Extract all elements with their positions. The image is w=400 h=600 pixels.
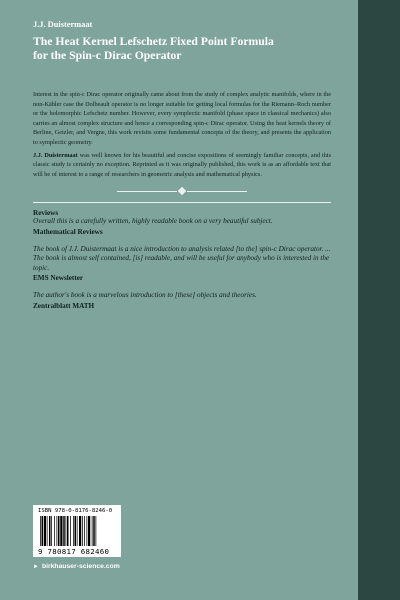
diamond-ornament-divider bbox=[117, 187, 247, 195]
review-source: EMS Newsletter bbox=[33, 274, 84, 283]
website-text: birkhauser-science.com bbox=[41, 563, 120, 570]
diamond-icon bbox=[178, 187, 186, 195]
ornament-line-right bbox=[187, 191, 247, 192]
title-line-1: The Heat Kernel Lefschetz Fixed Point Formula bbox=[33, 35, 274, 48]
author-paragraph-text: was well known for his beautiful and concise expositions of seemingly familiar concepts, and this classic study is certainly no exception. Reprinted as it was originally published, this work is as an affordable text that will be of interest to a range of researchers in geometric analysis and mathematical physics. bbox=[33, 151, 332, 178]
review-source: Zentralblatt MATH bbox=[33, 301, 95, 310]
barcode-number: 9 780817 682460 bbox=[38, 547, 110, 556]
barcode-icon bbox=[38, 516, 116, 546]
book-title bbox=[33, 35, 333, 63]
isbn-text: ISBN 978-0-8176-8246-0 bbox=[38, 508, 113, 514]
author-name: J.J. Duistermaat bbox=[33, 20, 93, 29]
triangle-right-icon: ► bbox=[33, 563, 39, 570]
title-line-2: for the Spin-c Dirac Operator bbox=[33, 49, 182, 62]
description-paragraph: Interest in the spin-c Dirac operator originally came about from the study of complex analytic manifolds, where in the non-Kähler case the Dolbeault operator is no longer suitable for getting local formulas for the Riemann–Roch number or the holomorphic Lefschetz number. However, every symplectic manifold (phase space in classical mechanics) also carries an almost complex structure and hence a corresponding spin-c Dirac operator. Using the heat kernels theory of Berline, Getzler, and Vergne, this work revisits some fundamental concepts of the theory, and presents the application to symplectic geometry. bbox=[33, 91, 331, 146]
horizontal-rule bbox=[33, 202, 331, 203]
review-item bbox=[33, 291, 331, 311]
review-quote: Overall this is a carefully written, highly readable book on a very beautiful subject. bbox=[33, 217, 273, 226]
isbn-barcode bbox=[33, 505, 121, 557]
author-paragraph bbox=[33, 151, 331, 180]
back-cover-content bbox=[33, 20, 331, 311]
dark-side-band bbox=[358, 0, 400, 600]
reviews-heading: Reviews bbox=[33, 209, 59, 218]
ornament-line-left bbox=[117, 191, 177, 192]
review-quote: The book of J.J. Duistermaat is a nice introduction to analysis related [to the] spin-c Dirac operator. ... The book is almost self contained, [is] readable, and will be useful for anybody who is interested in the topic. bbox=[33, 244, 331, 272]
author-paragraph-lead: J.J. Duistermaat bbox=[33, 151, 78, 159]
review-source: Mathematical Reviews bbox=[33, 227, 103, 236]
review-item bbox=[33, 245, 331, 284]
review-item bbox=[33, 217, 331, 237]
publisher-website[interactable] bbox=[33, 563, 120, 570]
review-quote: The author's book is a marvelous introduction to [these] objects and theories. bbox=[33, 291, 257, 300]
